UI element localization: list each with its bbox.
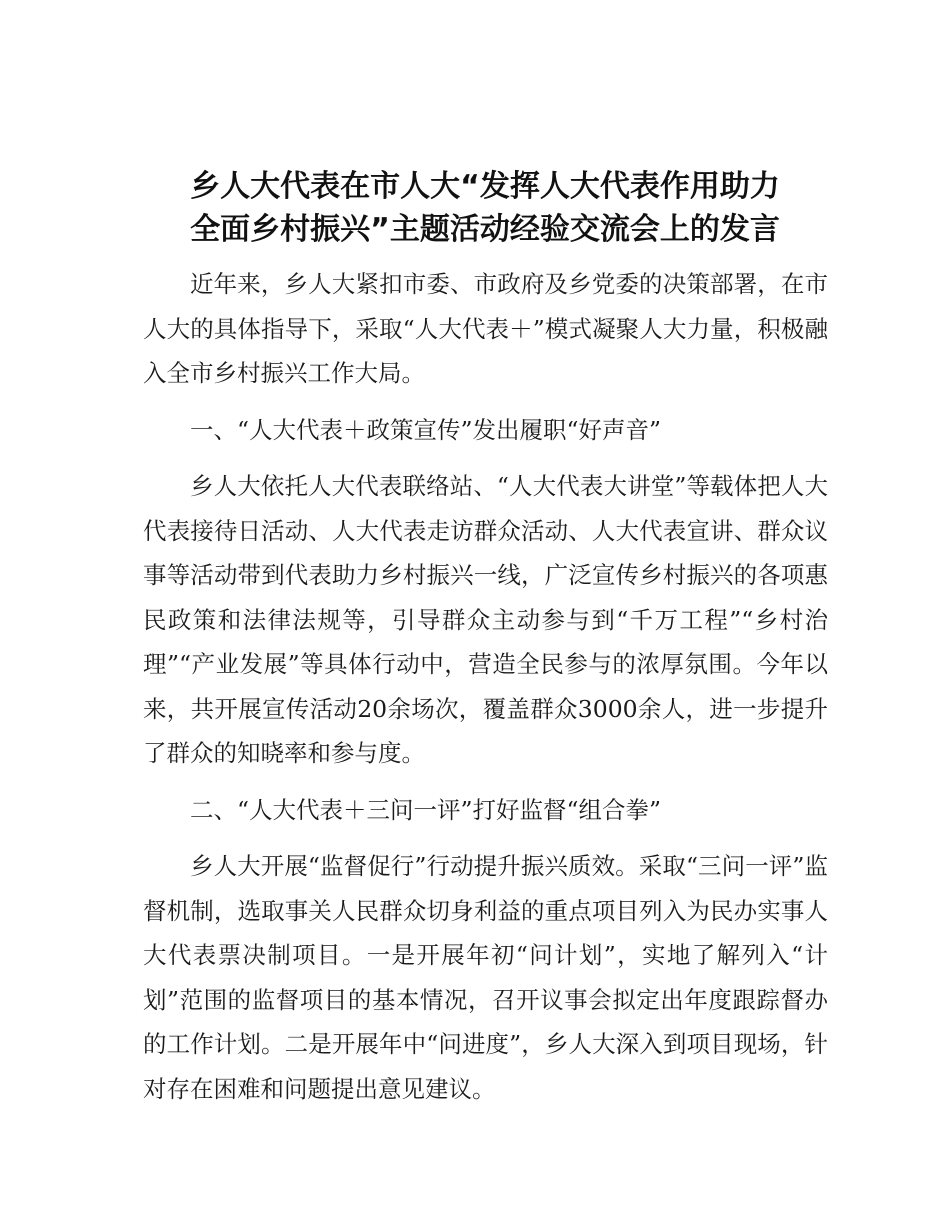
section-2-paragraph: 乡人大开展“监督促行”行动提升振兴质效。采取“三问一评”监督机制，选取事关人民群众切身利益的重点项目列入为民办实事人大代表票决制项目。一是开展年初“问计划”，实地了解列入“计划”范围的监督项目的基本情况，召开议事会拟定出年度跟踪督办的工作计划。二是开展年中“问进度”，乡人大深入到项目现场，针对存在困难和问题提出意见建议。 (143, 852, 828, 1103)
document-title-line-2: 全面乡村振兴”主题活动经验交流会上的发言 (190, 212, 780, 247)
section-heading-1: 一、“人大代表＋政策宣传”发出履职“好声音” (190, 415, 662, 444)
document-body (143, 262, 828, 1123)
section-1-paragraph: 乡人大依托人大代表联络站、“人大代表大讲堂”等载体把人大代表接待日活动、人大代表走访群众活动、人大代表宣讲、群众议事等活动带到代表助力乡村振兴一线，广泛宣传乡村振兴的各项惠民政策和法律法规等，引导群众主动参与到“千万工程”“乡村治理”“产业发展”等具体行动中，营造全民参与的浓厚氛围。今年以来，共开展宣传活动20余场次，覆盖群众3000余人，进一步提升了群众的知晓率和参与度。 (143, 472, 828, 767)
section-heading-2: 二、“人大代表＋三问一评”打好监督“组合拳” (190, 795, 662, 824)
document-title-line-1: 乡人大代表在市人大“发挥人大代表作用助力 (190, 169, 780, 204)
intro-paragraph: 近年来，乡人大紧扣市委、市政府及乡党委的决策部署，在市人大的具体指导下，采取“人大代表＋”模式凝聚人大力量，积极融入全市乡村振兴工作大局。 (143, 270, 828, 387)
